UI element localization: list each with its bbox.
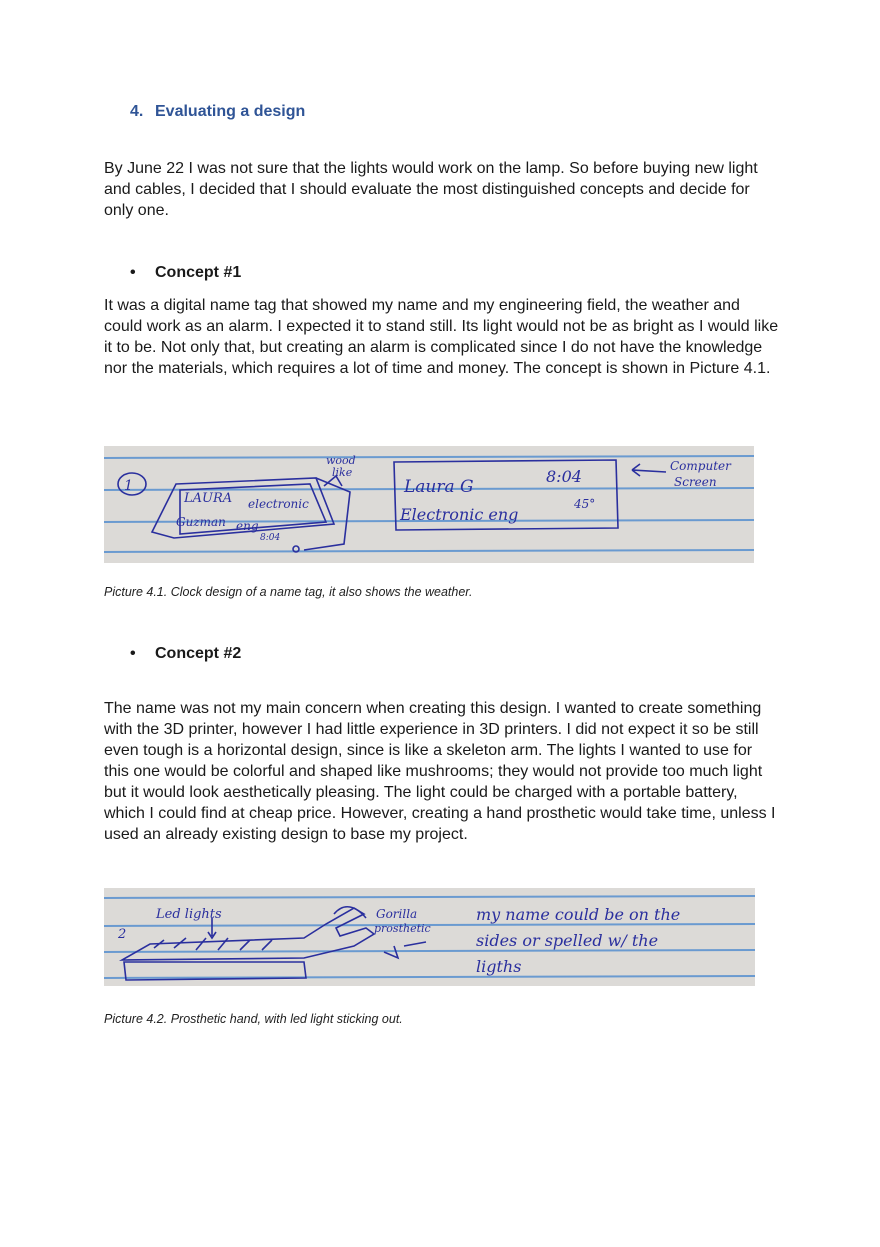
sketch1-guzman: Guzman [176, 515, 226, 529]
section-heading [130, 103, 305, 121]
concept2-paragraph: The name was not my main concern when creating this design. I wanted to create something with the 3D printer, however I had little experience in 3D printers. I did not expect it so be still even tough is a horizontal design, since is like a skeleton arm. The lights I wanted to use for this one would be colorful and shaped like mushrooms; they would not provide too much light but it would look aesthetically pleasing. The light could be charged with a portable battery, which I could find at cheap price. However, creating a hand prosthetic would take time, unless I used an already existing design to base my project. [104, 700, 776, 843]
bullet-icon: • [130, 645, 136, 662]
sketch1-time-small: 8:04 [260, 533, 281, 543]
sketch1-computer: Computer [670, 459, 731, 473]
sketch1-field: Electronic eng [400, 505, 519, 524]
bullet-icon: • [130, 264, 136, 281]
concept2-heading [130, 645, 241, 663]
sketch1-wood: wood [326, 454, 356, 467]
sketch1-name: Laura G [404, 477, 474, 497]
sketch2-prosthetic: prosthetic [374, 922, 431, 935]
figure-caption-4-2: Picture 4.2. Prosthetic hand, with led light sticking out. [104, 1012, 403, 1026]
sketch1-clock: 8:04 [546, 467, 582, 486]
sketch1-screen: Screen [674, 475, 717, 489]
sketch1-number: 1 [124, 478, 133, 494]
sketch1-laura: LAURA [184, 491, 233, 506]
concept1-sketch-image [104, 446, 754, 563]
section-title: Evaluating a design [155, 103, 306, 120]
sketch2-gorilla: Gorilla [376, 907, 418, 921]
concept2-sketch-image [104, 888, 755, 986]
sketch2-number: 2 [118, 927, 127, 942]
sketch2-note-line2: sides or spelled w/ the [476, 931, 659, 950]
intro-paragraph: By June 22 I was not sure that the lights would work on the lamp. So before buying new light and cables, I decided that I should evaluate the most distinguished concepts and decide for only one. [104, 160, 758, 219]
sketch2-led: Led lights [156, 907, 222, 922]
concept2-title: Concept #2 [155, 645, 242, 662]
figure-caption-4-1: Picture 4.1. Clock design of a name tag, it also shows the weather. [104, 585, 473, 599]
concept1-heading [130, 264, 241, 282]
sketch2-note-line1: my name could be on the [476, 905, 681, 924]
sketch1-electronic: electronic [248, 497, 309, 511]
sketch1-eng: eng [236, 519, 259, 533]
sketch1-temp: 45° [574, 497, 596, 511]
sketch2-note-line3: ligths [476, 957, 522, 976]
section-number: 4. [130, 103, 144, 120]
concept2-sketch [104, 888, 755, 986]
sketch1-like: like [332, 466, 353, 479]
concept1-paragraph: It was a digital name tag that showed my name and my engineering field, the weather and could work as an alarm. I expected it to stand still. Its light would not be as bright as I would like it to be. Not only that, but creating an alarm is complicated since I do not have the knowledge nor the materials, which requires a lot of time and money. The concept is shown in Picture 4.1. [104, 297, 779, 377]
concept1-title: Concept #1 [155, 264, 242, 281]
concept1-sketch [104, 446, 754, 563]
